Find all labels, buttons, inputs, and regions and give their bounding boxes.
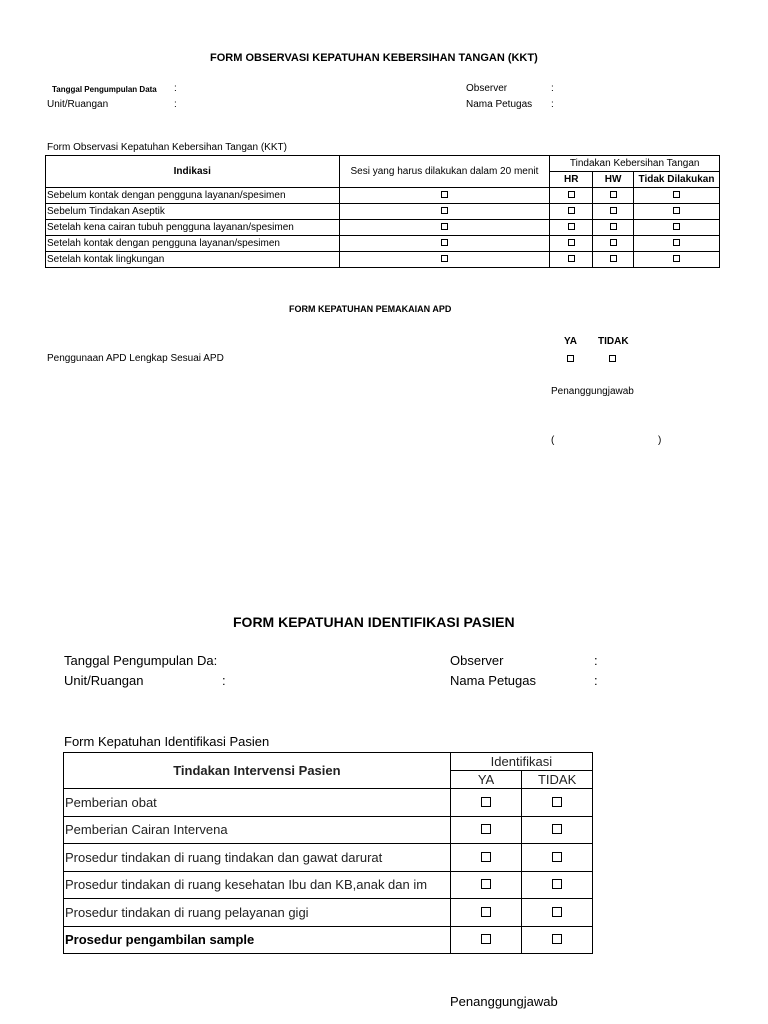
checkbox-tidak[interactable] bbox=[673, 255, 680, 262]
checkbox-hw[interactable] bbox=[610, 223, 617, 230]
checkbox-ya[interactable] bbox=[481, 879, 491, 889]
kkt-col-tindakan: Tindakan Kebersihan Tangan bbox=[550, 156, 720, 172]
ip-row-label: Pemberian obat bbox=[64, 789, 451, 817]
checkbox-sesi[interactable] bbox=[441, 223, 448, 230]
ip-col-identifikasi: Identifikasi bbox=[450, 753, 592, 771]
checkbox-hw[interactable] bbox=[610, 255, 617, 262]
kkt-row-label: Setelah kena cairan tubuh pengguna layanan/spesimen bbox=[46, 220, 340, 236]
table-row bbox=[46, 252, 720, 268]
checkbox-sesi[interactable] bbox=[441, 191, 448, 198]
kkt-subtitle: Form Observasi Kepatuhan Kebersihan Tangan (KKT) bbox=[47, 142, 287, 153]
apd-signature-close: ) bbox=[658, 435, 662, 446]
ip-subtitle: Form Kepatuhan Identifikasi Pasien bbox=[64, 734, 270, 749]
kkt-row-label: Setelah kontak lingkungan bbox=[46, 252, 340, 268]
checkbox-tidak[interactable] bbox=[552, 907, 562, 917]
checkbox-sesi[interactable] bbox=[441, 255, 448, 262]
kkt-row-label: Sebelum Tindakan Aseptik bbox=[46, 204, 340, 220]
checkbox-hr[interactable] bbox=[568, 239, 575, 246]
kkt-petugas-colon: : bbox=[551, 99, 554, 110]
ip-col-tidak: TIDAK bbox=[522, 771, 593, 789]
checkbox-tidak[interactable] bbox=[673, 223, 680, 230]
checkbox-tidak[interactable] bbox=[552, 934, 562, 944]
ip-tanggal-label: Tanggal Pengumpulan Da: bbox=[64, 653, 218, 668]
ip-observer-label: Observer bbox=[450, 653, 504, 668]
apd-checkbox-ya[interactable] bbox=[567, 355, 574, 362]
apd-item-label: Penggunaan APD Lengkap Sesuai APD bbox=[47, 353, 224, 364]
checkbox-hr[interactable] bbox=[568, 207, 575, 214]
ip-row-label: Prosedur tindakan di ruang pelayanan gigi bbox=[64, 899, 451, 927]
kkt-col-hw: HW bbox=[593, 172, 634, 188]
kkt-tanggal-label: Tanggal Pengumpulan Data bbox=[52, 85, 157, 94]
kkt-row-label: Setelah kontak dengan pengguna layanan/spesimen bbox=[46, 236, 340, 252]
ip-row-label: Prosedur pengambilan sample bbox=[64, 926, 451, 954]
checkbox-tidak[interactable] bbox=[552, 879, 562, 889]
kkt-col-hr: HR bbox=[550, 172, 593, 188]
table-row bbox=[46, 236, 720, 252]
ip-col-ya: YA bbox=[450, 771, 522, 789]
kkt-tanggal-colon: : bbox=[174, 83, 177, 94]
kkt-unit-label: Unit/Ruangan bbox=[47, 99, 109, 110]
checkbox-tidak[interactable] bbox=[673, 207, 680, 214]
table-row bbox=[64, 844, 593, 872]
ip-petugas-colon: : bbox=[594, 673, 598, 688]
table-row bbox=[64, 926, 593, 954]
checkbox-ya[interactable] bbox=[481, 824, 491, 834]
checkbox-tidak[interactable] bbox=[552, 852, 562, 862]
ip-col-tindakan: Tindakan Intervensi Pasien bbox=[64, 753, 451, 789]
table-row bbox=[46, 220, 720, 236]
apd-title: FORM KEPATUHAN PEMAKAIAN APD bbox=[289, 304, 452, 314]
checkbox-tidak[interactable] bbox=[673, 239, 680, 246]
kkt-col-tidak: Tidak Dilakukan bbox=[634, 172, 720, 188]
checkbox-tidak[interactable] bbox=[552, 824, 562, 834]
ip-title: FORM KEPATUHAN IDENTIFIKASI PASIEN bbox=[233, 614, 515, 630]
kkt-table bbox=[45, 155, 720, 268]
kkt-col-sesi: Sesi yang harus dilakukan dalam 20 menit bbox=[339, 156, 550, 188]
checkbox-hr[interactable] bbox=[568, 255, 575, 262]
kkt-petugas-label: Nama Petugas bbox=[466, 99, 533, 110]
table-row bbox=[64, 871, 593, 899]
checkbox-hw[interactable] bbox=[610, 191, 617, 198]
checkbox-ya[interactable] bbox=[481, 852, 491, 862]
checkbox-ya[interactable] bbox=[481, 797, 491, 807]
kkt-col-indikasi: Indikasi bbox=[46, 156, 340, 188]
apd-penanggungjawab: Penanggungjawab bbox=[551, 386, 634, 397]
checkbox-ya[interactable] bbox=[481, 934, 491, 944]
checkbox-hw[interactable] bbox=[610, 239, 617, 246]
checkbox-hr[interactable] bbox=[568, 223, 575, 230]
checkbox-hw[interactable] bbox=[610, 207, 617, 214]
ip-row-label: Pemberian Cairan Intervena bbox=[64, 816, 451, 844]
ip-unit-colon: : bbox=[222, 673, 226, 688]
apd-ya-header: YA bbox=[564, 336, 577, 347]
kkt-unit-colon: : bbox=[174, 99, 177, 110]
checkbox-sesi[interactable] bbox=[441, 239, 448, 246]
table-row bbox=[64, 816, 593, 844]
ip-petugas-label: Nama Petugas bbox=[450, 673, 536, 688]
table-row bbox=[64, 899, 593, 927]
table-row bbox=[46, 204, 720, 220]
table-row bbox=[64, 789, 593, 817]
kkt-observer-label: Observer bbox=[466, 83, 508, 94]
apd-signature-open: ( bbox=[551, 435, 555, 446]
ip-row-label: Prosedur tindakan di ruang kesehatan Ibu dan KB,anak dan im bbox=[64, 871, 451, 899]
checkbox-sesi[interactable] bbox=[441, 207, 448, 214]
checkbox-tidak[interactable] bbox=[552, 797, 562, 807]
ip-unit-label: Unit/Ruangan bbox=[64, 673, 144, 688]
kkt-title: FORM OBSERVASI KEPATUHAN KEBERSIHAN TANGAN (KKT) bbox=[210, 52, 538, 64]
checkbox-ya[interactable] bbox=[481, 907, 491, 917]
ip-row-label: Prosedur tindakan di ruang tindakan dan gawat darurat bbox=[64, 844, 451, 872]
ip-observer-colon: : bbox=[594, 653, 598, 668]
apd-tidak-header: TIDAK bbox=[598, 336, 629, 347]
kkt-row-label: Sebelum kontak dengan pengguna layanan/spesimen bbox=[46, 188, 340, 204]
ip-penanggungjawab: Penanggungjawab bbox=[450, 994, 558, 1009]
kkt-observer-colon: : bbox=[551, 83, 554, 94]
apd-checkbox-tidak[interactable] bbox=[609, 355, 616, 362]
table-row bbox=[46, 188, 720, 204]
checkbox-hr[interactable] bbox=[568, 191, 575, 198]
ip-table bbox=[63, 752, 593, 954]
checkbox-tidak[interactable] bbox=[673, 191, 680, 198]
